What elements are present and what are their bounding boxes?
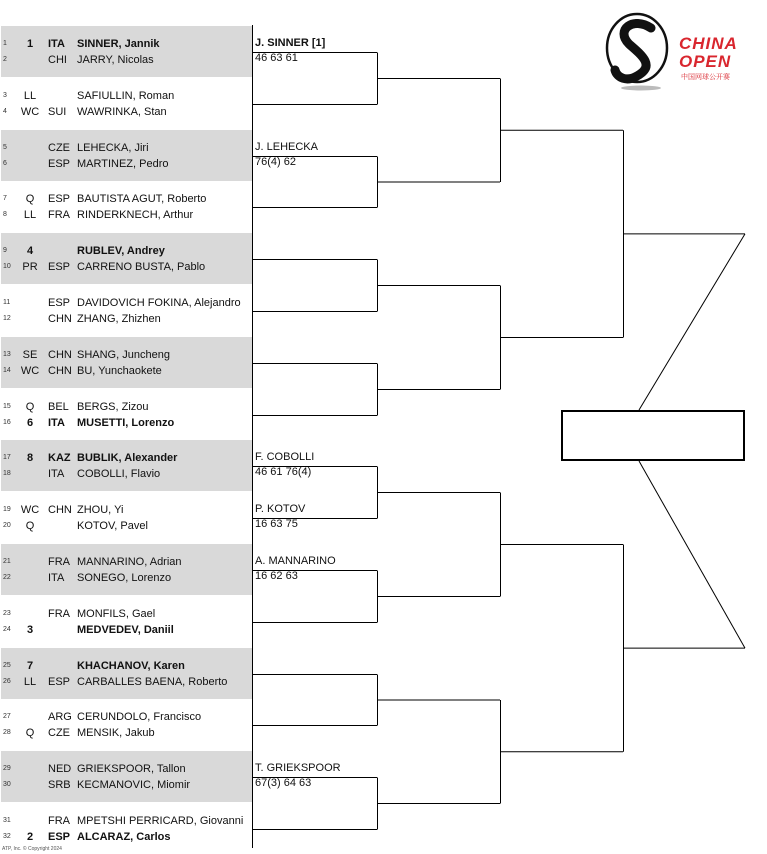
logo-text-open: OPEN: [679, 52, 732, 71]
country-code: ESP: [48, 157, 71, 170]
seed-label: 1: [26, 38, 34, 50]
first-round-match: [1, 389, 252, 440]
match-score: 16 63 75: [255, 518, 298, 531]
player-name: SONEGO, Lorenzo: [77, 572, 172, 584]
seed-label: Q: [25, 520, 35, 533]
match-winner-name: P. KOTOV: [255, 503, 306, 516]
country-code: ITA: [48, 468, 65, 481]
player-name: BU, Yunchaokete: [77, 364, 162, 377]
draw-line: [1, 259, 252, 275]
draw-position: 15: [3, 402, 11, 410]
first-round-match: [1, 492, 252, 543]
player-name: MARTINEZ, Pedro: [77, 157, 169, 170]
seed-label: LL: [23, 675, 37, 688]
first-round-match: [1, 544, 252, 595]
draw-position: 23: [3, 609, 11, 617]
draw-position: 5: [3, 143, 7, 151]
match-winner-name: J. LEHECKA: [255, 140, 318, 153]
draw-position: 19: [3, 506, 11, 514]
draw-position: 31: [3, 817, 11, 824]
match-winner-name: T. GRIEKSPOOR: [255, 762, 341, 775]
player-name: ZHANG, Zhizhen: [77, 313, 161, 325]
draw-position: 12: [3, 315, 11, 322]
match-score: 46 61 76(4): [255, 466, 312, 479]
draw-position: 8: [3, 211, 7, 219]
player-name: CARRENO BUSTA, Pablo: [77, 261, 206, 274]
player-name: WAWRINKA, Stan: [77, 105, 167, 118]
draw-position: 28: [3, 729, 11, 737]
draw-line: [1, 140, 252, 156]
player-name: ALCARAZ, Carlos: [77, 831, 171, 843]
draw-line: [1, 191, 252, 207]
country-code: FRA: [48, 556, 70, 568]
draw-line: [1, 399, 252, 415]
draw-line: [1, 777, 252, 793]
player-name: SHANG, Juncheng: [77, 348, 170, 361]
first-round-match: [1, 285, 252, 336]
seed-label: Q: [25, 727, 35, 740]
draw-line: [1, 450, 252, 466]
player-name: SINNER, Jannik: [77, 38, 160, 50]
first-round-match: [1, 699, 252, 750]
match-score: 76(4) 62: [255, 155, 296, 168]
draw-line: [1, 466, 252, 482]
draw-position: 24: [3, 625, 11, 633]
player-name: CERUNDOLO, Francisco: [77, 711, 202, 724]
country-code: CHN: [48, 504, 72, 517]
seed-label: LL: [23, 89, 37, 102]
draw-position: 9: [3, 247, 7, 255]
player-name: BERGS, Zizou: [77, 400, 149, 413]
player-name: BUBLIK, Alexander: [77, 452, 178, 465]
seed-label: WC: [20, 105, 40, 118]
draw-position: 18: [3, 470, 11, 478]
draw-line: [1, 813, 252, 829]
country-code: ARG: [48, 711, 72, 724]
player-name: MPETSHI PERRICARD, Giovanni: [77, 815, 244, 827]
draw-line: [1, 570, 252, 586]
match-winner-name: J. SINNER [1]: [255, 37, 326, 49]
player-name: COBOLLI, Flavio: [77, 468, 161, 481]
player-name: KHACHANOV, Karen: [77, 659, 185, 672]
seed-label: PR: [22, 261, 38, 274]
country-code: ITA: [48, 38, 65, 50]
player-name: GRIEKSPOOR, Tallon: [77, 763, 186, 776]
draw-line: [1, 518, 252, 534]
draw-position: 30: [3, 781, 11, 789]
seed-label: LL: [23, 209, 37, 222]
match-score: 67(3) 64 63: [255, 777, 312, 790]
player-name: RUBLEV, Andrey: [77, 245, 165, 258]
draw-line: [1, 243, 252, 259]
player-name: ZHOU, Yi: [77, 504, 124, 517]
seed-label: WC: [20, 364, 40, 377]
seed-label: Q: [25, 400, 35, 413]
country-code: BEL: [48, 400, 69, 413]
copyright-footer: ATP, Inc. © Copyright 2024: [2, 846, 62, 852]
first-round-match: [1, 26, 252, 77]
country-code: ESP: [48, 675, 71, 688]
player-name: LEHECKA, Jiri: [77, 141, 149, 154]
draw-position: 13: [3, 350, 11, 358]
draw-position: 25: [3, 661, 11, 669]
player-name: SAFIULLIN, Roman: [77, 89, 175, 102]
player-name: MENSIK, Jakub: [77, 727, 155, 740]
first-round-match: [1, 233, 252, 284]
first-round-match: [1, 751, 252, 802]
country-code: CHN: [48, 313, 72, 325]
draw-line: [1, 554, 252, 570]
match-winner-name: A. MANNARINO: [255, 555, 336, 567]
logo-s-emblem-icon: [603, 8, 683, 92]
seed-label: 3: [26, 623, 34, 636]
draw-line: [1, 658, 252, 674]
draw-position: 29: [3, 765, 11, 773]
first-round-match: [1, 596, 252, 647]
country-code: SRB: [48, 779, 71, 792]
seed-label: 8: [26, 452, 34, 465]
draw-position: 4: [3, 107, 7, 115]
country-code: CHN: [48, 364, 72, 377]
draw-line: [1, 207, 252, 223]
draw-position: 3: [3, 91, 7, 99]
draw-position: 1: [3, 40, 7, 47]
first-round-match: [1, 181, 252, 232]
country-code: CZE: [48, 727, 70, 740]
draw-line: [1, 606, 252, 622]
seed-label: WC: [20, 504, 40, 517]
semifinal-diagonal: [639, 461, 745, 648]
draw-position: 14: [3, 366, 11, 374]
seed-label: 6: [26, 416, 34, 429]
draw-line: [1, 725, 252, 741]
country-code: ESP: [48, 193, 71, 206]
draw-position: 26: [3, 677, 11, 685]
player-name: DAVIDOVICH FOKINA, Alejandro: [77, 297, 241, 309]
player-name: MONFILS, Gael: [77, 607, 156, 620]
draw-line: [1, 829, 252, 845]
country-code: FRA: [48, 607, 70, 620]
country-code: ITA: [48, 572, 65, 584]
draw-position: 6: [3, 159, 7, 167]
seed-label: 4: [26, 245, 34, 258]
player-name: KOTOV, Pavel: [77, 520, 148, 533]
country-code: CZE: [48, 141, 70, 154]
draw-line: [1, 36, 252, 52]
draw-position: 17: [3, 454, 11, 462]
country-code: CHI: [48, 54, 67, 66]
draw-line: [1, 295, 252, 311]
draw-position: 22: [3, 574, 11, 581]
draw-position: 27: [3, 713, 11, 721]
country-code: SUI: [48, 105, 67, 118]
draw-position: 11: [3, 299, 11, 306]
country-code: ESP: [48, 831, 71, 843]
draw-line: [1, 674, 252, 690]
draw-position: 32: [3, 833, 11, 840]
draw-line: [1, 363, 252, 379]
country-code: KAZ: [48, 452, 71, 465]
seed-label: 2: [26, 831, 34, 843]
draw-line: [1, 156, 252, 172]
seed-label: SE: [22, 348, 38, 361]
draw-line: [1, 104, 252, 120]
draw-position: 20: [3, 522, 11, 530]
semifinal-diagonal: [639, 234, 745, 410]
draw-position: 10: [3, 263, 11, 271]
draw-position: 2: [3, 56, 7, 63]
player-name: RINDERKNECH, Arthur: [77, 209, 194, 222]
first-round-match: [1, 130, 252, 181]
draw-position: 21: [3, 558, 11, 565]
draw-line: [1, 502, 252, 518]
match-score: 46 63 61: [255, 52, 298, 64]
draw-line: [1, 622, 252, 638]
country-code: ESP: [48, 261, 71, 274]
logo-text-china: CHINA: [679, 34, 738, 53]
draw-line: [1, 88, 252, 104]
draw-position: 7: [3, 195, 7, 203]
player-name: MANNARINO, Adrian: [77, 556, 182, 568]
draw-line: [1, 52, 252, 68]
draw-line: [1, 311, 252, 327]
first-round-match: [1, 337, 252, 388]
player-name: MUSETTI, Lorenzo: [77, 416, 175, 429]
draw-line: [1, 761, 252, 777]
country-code: CHN: [48, 348, 72, 361]
country-code: ESP: [48, 297, 71, 309]
player-name: JARRY, Nicolas: [77, 54, 154, 66]
seed-label: 7: [26, 659, 34, 672]
final-winner-box: [561, 410, 745, 461]
draw-position: 16: [3, 418, 11, 426]
player-name: MEDVEDEV, Daniil: [77, 623, 174, 636]
country-code: NED: [48, 763, 72, 776]
country-code: ITA: [48, 416, 65, 429]
tournament-logo: [603, 8, 753, 92]
player-name: BAUTISTA AGUT, Roberto: [77, 193, 207, 206]
country-code: FRA: [48, 209, 70, 222]
country-code: FRA: [48, 815, 70, 827]
first-round-match: [1, 78, 252, 129]
seed-label: Q: [25, 193, 35, 206]
match-score: 16 62 63: [255, 570, 298, 582]
player-name: KECMANOVIC, Miomir: [77, 779, 191, 792]
draw-line: [1, 415, 252, 431]
first-round-match: [1, 648, 252, 699]
draw-line: [1, 347, 252, 363]
logo-text-chinese: 中国网球公开赛: [681, 74, 730, 81]
first-round-match: [1, 440, 252, 491]
match-winner-name: F. COBOLLI: [255, 451, 315, 464]
player-name: CARBALLES BAENA, Roberto: [77, 675, 228, 688]
draw-line: [1, 709, 252, 725]
